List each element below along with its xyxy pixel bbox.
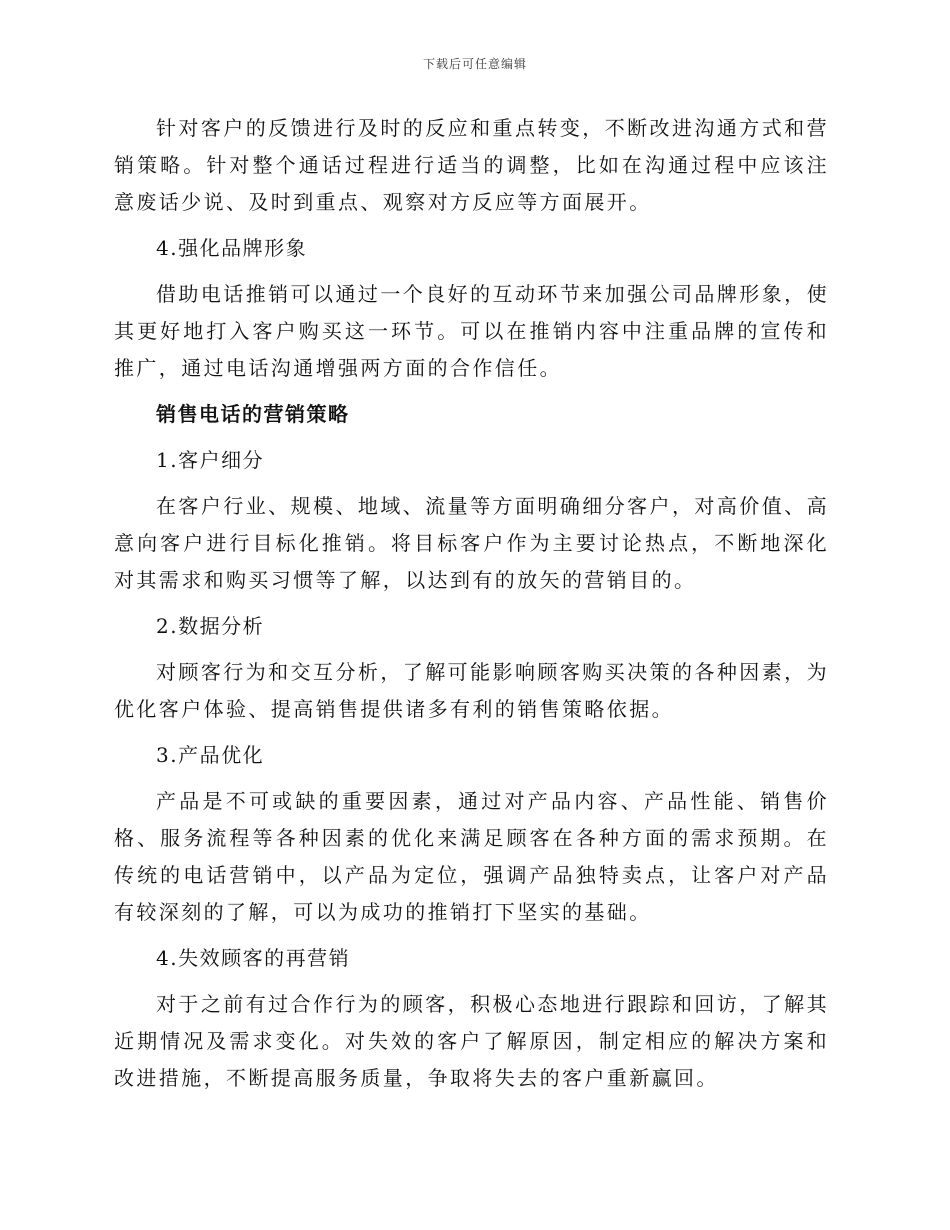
paragraph-data-analysis: 对顾客行为和交互分析，了解可能影响顾客购买决策的各种因素，为优化客户体验、提高销售提供诸多有利的销售策略依据。 xyxy=(114,660,829,721)
paragraph-brand-image: 借助电话推销可以通过一个良好的互动环节来加强公司品牌形象，使其更好地打入客户购买这一环节。可以在推销内容中注重品牌的宣传和推广，通过电话沟通增强两方面的合作信任。 xyxy=(114,282,829,380)
section-title-strategy: 销售电话的营销策略 xyxy=(156,402,350,426)
subheading-product-optimization: 3.产品优化 xyxy=(156,743,265,767)
paragraph-feedback: 针对客户的反馈进行及时的反应和重点转变，不断改进沟通方式和营销策略。针对整个通话过程进行适当的调整，比如在沟通过程中应该注意废话少说、及时到重点、观察对方反应等方面展开。 xyxy=(114,116,829,214)
subheading-customer-segmentation: 1.客户细分 xyxy=(156,448,265,472)
header-note: 下载后可任意编辑 xyxy=(422,57,527,71)
document-body xyxy=(114,110,829,1106)
subheading-data-analysis: 2.数据分析 xyxy=(156,614,265,638)
paragraph-customer-segmentation: 在客户行业、规模、地域、流量等方面明确细分客户，对高价值、高意向客户进行目标化推销。将目标客户作为主要讨论热点，不断地深化对其需求和购买习惯等了解，以达到有的放矢的营销目的。 xyxy=(114,494,829,592)
paragraph-lapsed-customers: 对于之前有过合作行为的顾客，积极心态地进行跟踪和回访，了解其近期情况及需求变化。对失效的客户了解原因，制定相应的解决方案和改进措施，不断提高服务质量，争取将失去的客户重新赢回。 xyxy=(114,992,829,1090)
subheading-lapsed-customers: 4.失效顾客的再营销 xyxy=(156,946,351,970)
subheading-brand-image: 4.强化品牌形象 xyxy=(156,236,308,260)
paragraph-product-optimization: 产品是不可或缺的重要因素，通过对产品内容、产品性能、销售价格、服务流程等各种因素的优化来满足顾客在各种方面的需求预期。在传统的电话营销中，以产品为定位，强调产品独特卖点，让客户对产品有较深刻的了解，可以为成功的推销打下坚实的基础。 xyxy=(114,789,829,924)
